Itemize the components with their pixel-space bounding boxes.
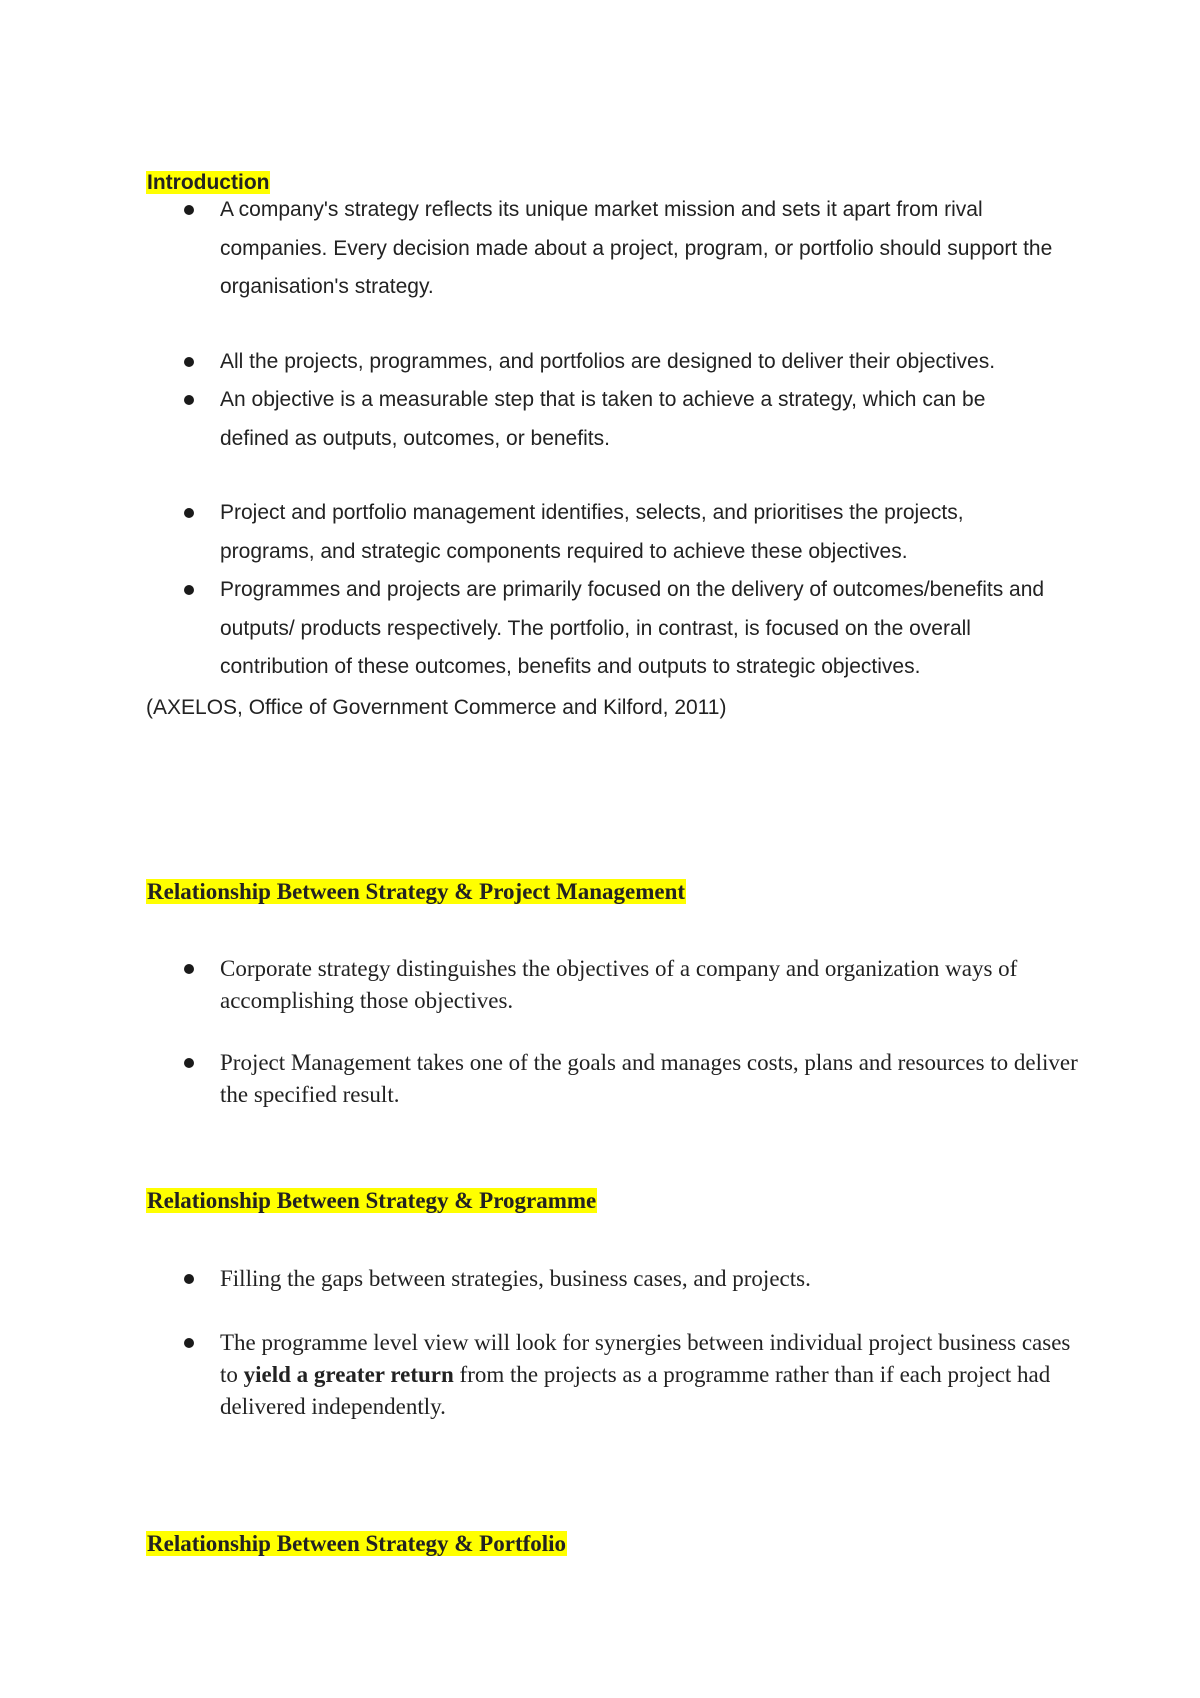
introduction-bullet-list [0,191,1200,687]
bullet-icon [184,205,194,215]
bullet-icon [184,508,194,518]
introduction-heading: Introduction [147,171,270,194]
bullet-icon [184,585,194,595]
programme-bullet-list [0,1263,1200,1423]
programme-heading: Relationship Between Strategy & Programme [147,1188,597,1213]
bullet-icon [184,357,194,367]
project-management-bullet-list [0,953,1200,1111]
list-item: Programmes and projects are primarily focused on the delivery of outcomes/benefits and outputs/ products respectively. The portfolio, in contrast, is focused on the overall contribution of these outcomes, benefits and outputs to strategic objectives. [0,571,1200,687]
bullet-icon [184,1058,194,1068]
bullet-icon [184,964,194,974]
list-item: The programme level view will look for synergies between individual project business cases to yield a greater return from the projects as a programme rather than if each project had delivered independently. [0,1327,1200,1423]
list-item: Project Management takes one of the goals and manages costs, plans and resources to deliver the specified result. [0,1047,1200,1111]
list-item: Corporate strategy distinguishes the objectives of a company and organization ways of accomplishing those objectives. [0,953,1200,1017]
project-management-heading: Relationship Between Strategy & Project Management [147,879,686,904]
citation: (AXELOS, Office of Government Commerce and Kilford, 2011) [146,696,727,719]
bullet-icon [184,1338,194,1348]
list-item: Project and portfolio management identifies, selects, and prioritises the projects, programs, and strategic components required to achieve these objectives. [0,494,1200,571]
list-item: A company's strategy reflects its unique market mission and sets it apart from rival companies. Every decision made about a project, program, or portfolio should support the organisation's strategy. [0,191,1200,307]
bullet-icon [184,395,194,405]
list-item: All the projects, programmes, and portfolios are designed to deliver their objectives. [0,343,1200,382]
list-item: Filling the gaps between strategies, business cases, and projects. [0,1263,1200,1295]
emphasis-text: yield a greater return [243,1362,454,1387]
list-item: An objective is a measurable step that is taken to achieve a strategy, which can be defined as outputs, outcomes, or benefits. [0,381,1200,458]
portfolio-heading: Relationship Between Strategy & Portfolio [147,1531,567,1556]
bullet-icon [184,1274,194,1284]
